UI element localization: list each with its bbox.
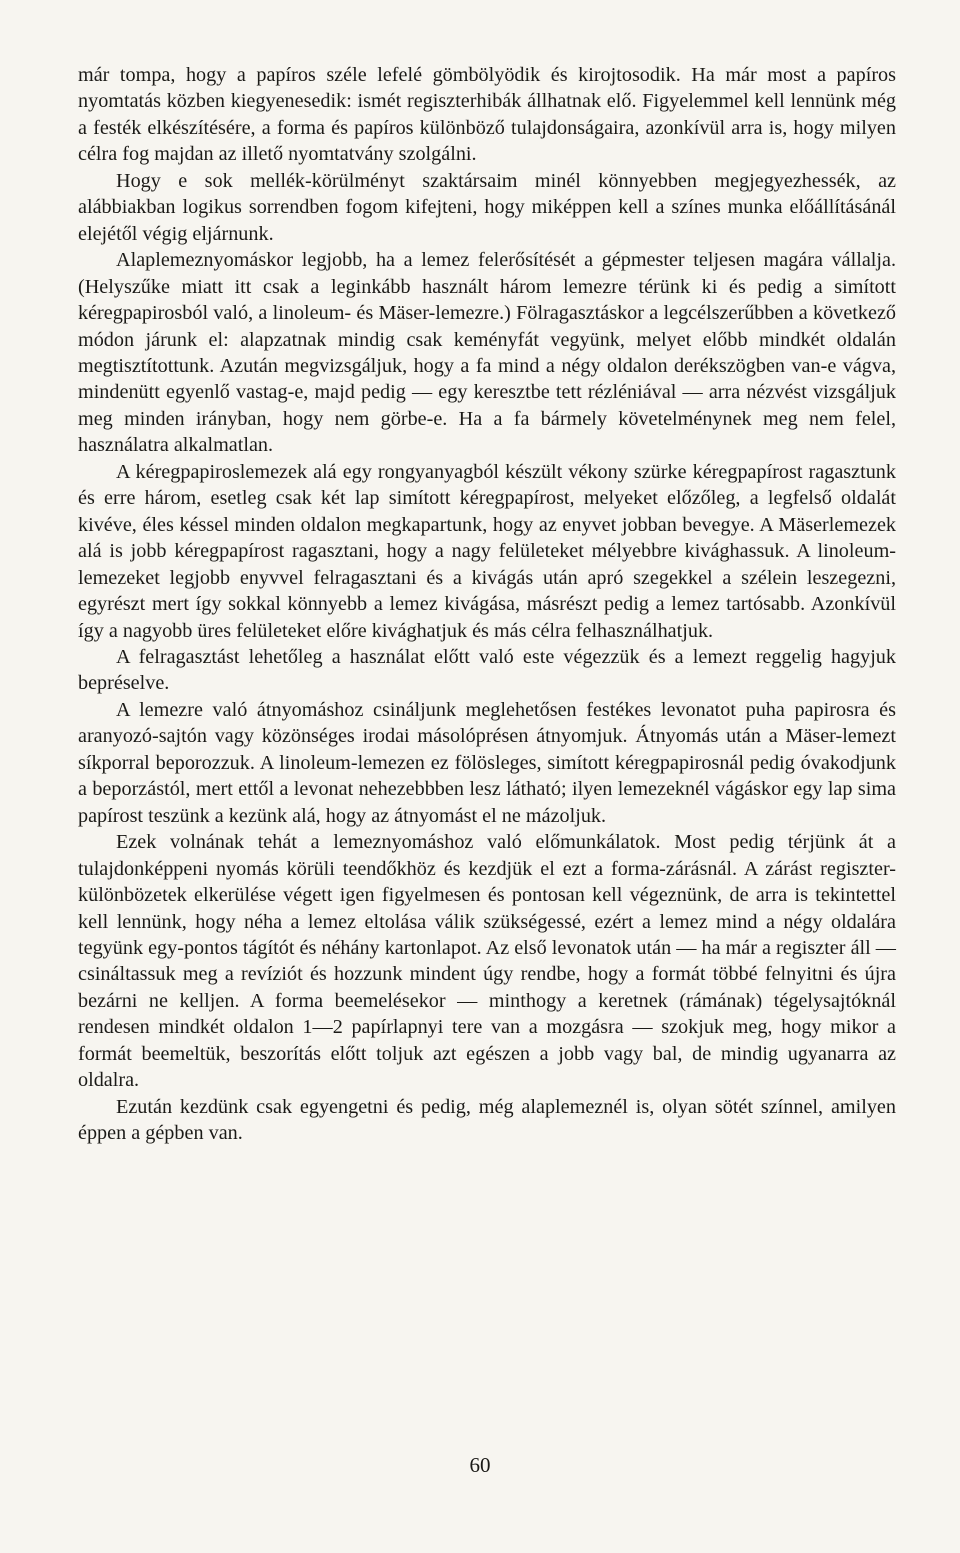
paragraph-7: Ezek volnának tehát a lemeznyomáshoz való előmunkálatok. Most pedig térjünk át a tulajdonképpeni nyomás körüli teendőkhöz és kezdjük el ezt a forma-zárásnál. A zárást regiszter-különbözetek elkerülése végett igen figyelmesen és pontosan kell végeznünk, de arra is tekintettel kell lennünk, hogy néha a lemez eltolása válik szükségessé, ezért a lemez mind a négy oldalára tegyünk egy-pontos tágítót és néhány kartonlapot. Az első levonatok után — ha már a regiszter áll — csináltassuk meg a revíziót és hozzunk mindent úgy rendbe, hogy a formát többé felnyitni és újra bezárni ne kelljen. A forma beemelésekor — minthogy a keretnek (rámának) tégelysajtóknál rendesen mindkét oldalon 1—2 papírlapnyi tere van a mozgásra — szokjuk meg, hogy mikor a formát beemeltük, beszorítás előtt toljuk azt egészen a jobb vagy bal, de mindig ugyanarra az oldalra. [78,831,896,1092]
paragraph-4: A kéregpapiroslemezek alá egy rongyanyagból készült vékony szürke kéregpapírost ragasztunk és erre három, esetleg csak két lap simított kéregpapírost, melyeket előzőleg, a legfelső oldalát kivéve, éles késsel minden oldalon megkapartunk, hogy az enyvet jobban bevegye. A Mäserlemezek alá is jobb kéregpapírost ragasztani, hogy a nagy felületeket mélyebbre kivághassuk. A linoleum-lemezeket legjobb enyvvel felragasztani és a kivágás után apró szegekkel a szélein leszegezni, egyrészt mert így sokkal könnyebb a lemez kivágása, másrészt pedig a lemez tartósabb. Azonkívül így a nagyobb üres felületeket előre kivághatjuk és más célra felhasználhatjuk. [78,460,896,642]
paragraph-5: A felragasztást lehetőleg a használat előtt való este végezzük és a lemezt reggelig hagyjuk bepréselve. [78,645,896,695]
paragraph-8: Ezután kezdünk csak egyengetni és pedig, még alaplemeznél is, olyan sötét színnel, amilyen éppen a gépben van. [78,1095,896,1145]
paragraph-6: A lemezre való átnyomáshoz csináljunk meglehetősen festékes levonatot puha papirosra és aranyozó-sajtón vagy közönséges irodai másolóprésen átnyomjuk. Átnyomás után a Mäser-lemezt síkporral beporozzuk. A linoleum-lemezen ez fölösleges, simított kéregpapirosnál pedig óvakodjunk a beporzástól, mert ettől a levonat nehezebbben lesz látható; ilyen lemezeknél vágáskor egy lap sima papírost teszünk a kezünk alá, hogy az átnyomást el ne mázoljuk. [78,698,896,827]
paragraph-1: már tompa, hogy a papíros széle lefelé gömbölyödik és kirojtosodik. Ha már most a papíros nyomtatás közben kiegyenesedik: ismét regiszterhibák állhatnak elő. Figyelemmel kell lennünk még a festék elkészítésére, a forma és papíros különböző tulajdonságaira, azonkívül arra is, hogy milyen célra fog majdan az illető nyomtatvány szolgálni. [78,64,896,166]
paragraph-2: Hogy e sok mellék-körülményt szaktársaim minél könnyebben megjegyezhessék, az alábbiakban logikus sorrendben fogom kifejteni, hogy miképpen kell a színes munka előállításánál elejétől végig eljárnunk. [78,169,896,245]
page-body [78,62,896,1147]
paragraph-3: Alaplemeznyomáskor legjobb, ha a lemez felerősítését a gépmester teljesen magára vállalja. (Helyszűke miatt itt csak a leginkább használt három lemezre térünk ki és pedig a simított kéregpapirosból való, a linoleum- és Mäser-lemezre.) Fölragasztáskor a legcélszerűbben a következő módon járunk el: alapzatnak mindig csak keményfát vegyünk, melyet előbb mindkét oldalán megtisztítottunk. Azután megvizsgáljuk, hogy a fa mind a négy oldalon derékszögben van-e vágva, mindenütt egyenlő vastag-e, majd pedig — egy keresztbe tett rézléniával — arra nézvést vizsgáljuk meg minden irányban, hogy nem görbe-e. Ha a fa bármely követelménynek meg nem felel, használatra alkalmatlan. [78,249,896,457]
page-number: 60 [469,1453,491,1477]
